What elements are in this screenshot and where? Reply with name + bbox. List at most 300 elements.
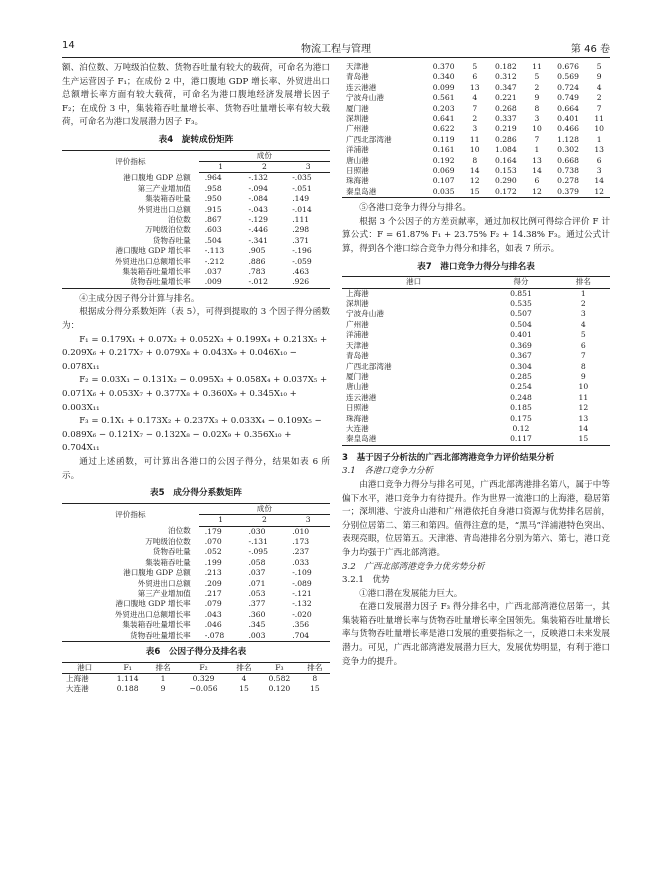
table-cell: .149 [292, 194, 310, 204]
table-cell: .179 [204, 526, 222, 536]
table-cell: 0.664 [557, 103, 579, 113]
table-header: 排名 [148, 662, 178, 673]
table-row [62, 205, 330, 215]
table-cell: 秦皇岛港 [342, 434, 485, 445]
table-cell: .783 [248, 267, 266, 277]
table-cell: .046 [204, 620, 222, 630]
table-cell: 3 [534, 114, 540, 124]
table-row [62, 184, 330, 194]
table-row [342, 330, 610, 340]
volume-label: 第 46 卷 [570, 44, 610, 55]
table-cell: 外贸进出口总额增长率 [114, 609, 191, 619]
table-cell: .463 [292, 267, 310, 277]
table-cell: -.132 [248, 173, 268, 183]
table-cell: 0.749 [557, 93, 579, 103]
table-cell: 洋浦港 [346, 145, 369, 155]
table-cell: 0.569 [557, 72, 579, 82]
table-cell: 8 [472, 155, 478, 165]
table-cell: 6 [534, 176, 540, 186]
table-cell: 0.107 [432, 176, 455, 186]
table-cell: 11 [469, 134, 480, 144]
table-row [62, 277, 330, 288]
table-row [62, 547, 330, 557]
table-cell: 11 [578, 392, 589, 402]
table-cell: 3 [596, 166, 602, 176]
table-header: 排名 [229, 662, 259, 673]
table-cell: 青岛港 [346, 72, 369, 82]
equation-f1: F₁ = 0.179X₁ + 0.07X₂ + 0.052X₃ + 0.199X₄ + 0.213X₅ + 0.209X₆ + 0.217X₇ + 0.079X₈ + 0.043X₉ + 0.046X₁₀ − 0.078X₁₁ [62, 334, 328, 372]
table-cell: -.121 [292, 589, 312, 598]
table-cell: 0.035 [423, 187, 464, 198]
table-7 [342, 276, 610, 446]
table-cell: 0.724 [557, 82, 579, 92]
table-cell: 0.182 [494, 62, 517, 71]
table-6 [62, 662, 330, 695]
table-cell: 天津港 [346, 62, 369, 71]
table-cell: 大连港 [66, 684, 89, 694]
table-cell: 日照港 [346, 403, 369, 413]
table-cell: 2 [580, 299, 586, 309]
paragraph: 由港口竞争力得分与排名可见，广西北部湾港排名第八，属于中等偏下水平，港口竞争力有待提升。作为世界一流港口的上海港，稳居第一；深圳港、宁波舟山港和广州港依托自身港口资源与优势排名居前，分别位居第二、第三和第四。值得注意的是，“黑马”洋浦港特色突出、表现亮眼，位居第五。天津港、青岛港排名分别为第六、第七，港口竞争力均强于广西北部湾港。 [342, 479, 610, 558]
subsection-heading: 3.1 各港口竞争力分析 [342, 466, 434, 477]
table-cell: 0.172 [486, 187, 527, 198]
table-cell: 0.12 [512, 423, 530, 433]
table-cell: 0.329 [192, 674, 215, 684]
table-cell: .009 [199, 277, 243, 288]
table-row [342, 372, 610, 382]
table-cell: 8 [580, 361, 586, 371]
table-cell: 14 [594, 176, 605, 186]
table-cell: -.196 [292, 246, 312, 256]
table-row [62, 610, 330, 620]
table-cell: -.051 [292, 183, 312, 193]
table-header: F₂ [178, 662, 229, 673]
table-cell: 5 [472, 62, 478, 71]
table-cell: .867 [204, 215, 222, 224]
table-cell: 0.401 [510, 330, 532, 340]
table-cell: 0.069 [432, 166, 455, 176]
table-cell: 3 [472, 124, 478, 134]
table-cell: .037 [204, 267, 222, 277]
table-cell: 日照港 [346, 166, 369, 176]
table-cell: .173 [292, 536, 310, 546]
table-cell: .964 [204, 173, 222, 183]
table-cell: .058 [248, 557, 266, 567]
table-cell: 11 [532, 62, 542, 71]
table-5 [62, 503, 330, 642]
table-4-caption: 表4 旋转成份矩阵 [158, 134, 234, 145]
table-cell: 15 [239, 684, 249, 694]
table-row [62, 599, 330, 609]
table-cell: 0.535 [510, 299, 532, 309]
table-4-body [62, 173, 330, 288]
table-cell: 上海港 [346, 288, 369, 298]
table-cell: 厦门港 [346, 371, 369, 381]
paragraph: ①港口潜在发展能力巨大。 [359, 588, 463, 599]
table-row [342, 187, 610, 198]
table-row [342, 382, 610, 392]
header-rule [62, 57, 610, 58]
table-cell: 0.851 [510, 288, 532, 298]
table-cell: 广州港 [346, 124, 369, 134]
table-cell: 集装箱吞吐量 [145, 557, 191, 567]
table-cell: 0.268 [494, 103, 517, 113]
table-cell: 3 [580, 309, 586, 319]
table-row [62, 674, 330, 685]
paragraph: 通过上述函数，可计算出各港口的公因子得分，结果如表 6 所示。 [62, 456, 330, 481]
table-cell: .010 [292, 526, 310, 536]
table-7-body [342, 288, 610, 445]
table-cell: .905 [248, 246, 266, 256]
table-row [342, 135, 610, 145]
table-cell: 1 [534, 145, 540, 155]
table-6-continued-body [342, 62, 610, 198]
table-cell: 深圳港 [346, 299, 369, 309]
table-cell: 0.622 [432, 124, 455, 134]
table-7-caption: 表7 港口竞争力得分与排名表 [417, 261, 535, 272]
table-cell: .213 [204, 568, 222, 578]
table-row [62, 225, 330, 235]
table-cell: 4 [580, 319, 586, 329]
table-row [342, 62, 610, 72]
table-cell: 5 [580, 330, 586, 340]
table-cell: 货物吞吐量增长率 [62, 277, 199, 288]
table-cell: 0.676 [557, 62, 579, 71]
table-cell: 集装箱吞吐量增长率 [122, 267, 191, 277]
table-cell: 2 [534, 82, 540, 92]
table-cell: 外贸进出口总额 [137, 578, 191, 588]
table-cell: -.012 [243, 277, 287, 288]
table-cell: 货物吞吐量 [152, 547, 191, 557]
table-cell: 9 [534, 93, 540, 103]
table-cell: 第三产业增加值 [137, 183, 191, 193]
table-cell: 唐山港 [346, 382, 369, 392]
table-cell: 9 [596, 72, 602, 82]
table-header: 2 [243, 515, 287, 526]
table-cell: .958 [204, 183, 222, 193]
table-cell: 8 [534, 103, 540, 113]
table-header: 得分 [485, 277, 557, 288]
table-cell: 0.312 [494, 72, 517, 82]
table-cell: 0.304 [510, 361, 532, 371]
table-cell: 9 [580, 371, 586, 381]
table-cell: 5 [596, 62, 602, 71]
table-cell: 1.114 [116, 674, 139, 684]
table-cell: 0.504 [510, 319, 532, 329]
table-cell: 0.738 [557, 166, 579, 176]
table-cell: 外贸进出口总额增长率 [114, 256, 191, 266]
table-cell: .356 [292, 620, 310, 630]
table-header: 港口 [62, 662, 107, 673]
table-cell: 万吨级泊位数 [145, 225, 191, 235]
table-cell: 0.340 [432, 72, 455, 82]
table-cell: 13 [469, 82, 480, 92]
table-cell: -.113 [204, 246, 225, 256]
table-cell: 集装箱吞吐量增长率 [122, 620, 191, 630]
table-6-body [62, 674, 330, 695]
table-row [62, 579, 330, 589]
table-cell: 0.099 [432, 82, 455, 92]
table-cell: -.095 [248, 547, 268, 557]
table-cell: 0.668 [557, 155, 579, 165]
table-row [62, 684, 330, 694]
journal-title: 物流工程与管理 [301, 44, 371, 55]
table-cell: 泊位数 [167, 526, 191, 536]
table-cell: .003 [243, 631, 287, 642]
paragraph: 根据成分得分系数矩阵（表 5），可得到提取的 3 个因子得分函数为： [62, 307, 330, 332]
table-cell: 连云港港 [346, 392, 377, 402]
table-cell: 0.278 [557, 176, 579, 186]
table-cell: 14 [469, 166, 480, 176]
table-cell: 0.290 [494, 176, 517, 186]
table-cell: .053 [248, 589, 266, 598]
table-cell: -.131 [248, 536, 268, 546]
table-cell: .033 [292, 557, 310, 567]
table-cell: 12 [469, 176, 480, 186]
table-cell: .886 [248, 256, 266, 266]
table-cell: 0.254 [510, 382, 532, 392]
table-cell: 12 [588, 187, 610, 198]
left-column [62, 62, 330, 695]
table-cell: 10 [578, 382, 589, 392]
table-header: 3 [286, 515, 330, 526]
table-cell: .926 [286, 277, 330, 288]
table-cell: 0.370 [432, 62, 455, 71]
table-row [62, 568, 330, 578]
table-cell: 港口腹地 GDP 增长率 [115, 246, 191, 256]
subsection-heading: 3.2 广西北部湾港竞争力优劣势分析 [342, 561, 485, 572]
table-cell: 青岛港 [346, 351, 369, 361]
table-cell: -.094 [248, 183, 268, 193]
table-cell: 港口腹地 GDP 增长率 [115, 599, 191, 609]
table-cell: 0.367 [510, 351, 532, 361]
table-header: 评价指标 [62, 150, 199, 173]
table-cell: 13 [532, 155, 542, 165]
table-cell: 1.128 [557, 134, 579, 144]
table-cell: 0.161 [432, 145, 455, 155]
table-header: 成份 [199, 503, 330, 514]
table-cell: 0.302 [557, 145, 579, 155]
table-cell: 6 [596, 155, 602, 165]
table-row [62, 236, 330, 246]
table-cell: 万吨级泊位数 [145, 536, 191, 546]
table-cell: 外贸进出口总额 [137, 204, 191, 214]
table-row [342, 124, 610, 134]
table-cell: -.020 [292, 609, 312, 619]
table-row [342, 166, 610, 176]
table-cell: 12 [578, 403, 589, 413]
table-cell: .043 [204, 609, 222, 619]
table-cell: .377 [248, 599, 266, 609]
table-cell: .704 [286, 631, 330, 642]
table-cell: 0.119 [432, 134, 455, 144]
table-cell: 厦门港 [346, 103, 369, 113]
table-row [342, 83, 610, 93]
table-header: 港口 [342, 277, 485, 288]
table-cell: -.341 [248, 235, 268, 245]
table-header: F₁ [107, 662, 148, 673]
table-cell: 0.219 [494, 124, 517, 134]
table-row [62, 558, 330, 568]
table-header: 排名 [300, 662, 330, 673]
table-cell: 0.221 [494, 93, 517, 103]
table-cell: 15 [557, 434, 610, 445]
table-cell: 0.347 [494, 82, 517, 92]
table-cell: 12 [526, 187, 548, 198]
table-cell: 13 [578, 413, 589, 423]
table-cell: 珠海港 [346, 413, 369, 423]
table-cell: 0.203 [432, 103, 455, 113]
table-cell: 14 [578, 423, 589, 433]
table-cell: -.089 [292, 578, 312, 588]
table-row [342, 145, 610, 155]
table-cell: -.078 [199, 631, 243, 642]
table-cell: 7 [580, 351, 586, 361]
table-cell: .070 [204, 536, 222, 546]
table-cell: 0.379 [548, 187, 589, 198]
table-cell: .603 [204, 225, 222, 235]
table-cell: 0.286 [494, 134, 517, 144]
table-cell: 0.582 [268, 674, 291, 684]
table-cell: 15 [464, 187, 486, 198]
table-cell: 0.561 [432, 93, 455, 103]
table-cell: 7 [534, 134, 540, 144]
table-cell: 6 [580, 340, 586, 350]
table-cell: .037 [248, 568, 266, 578]
table-header: F₃ [259, 662, 300, 673]
table-cell: 13 [594, 145, 605, 155]
table-row [342, 403, 610, 413]
table-row [62, 631, 330, 642]
table-5-body [62, 526, 330, 641]
table-header: 2 [243, 161, 287, 172]
table-cell: 6 [472, 72, 478, 82]
table-cell: 连云港港 [346, 82, 377, 92]
table-cell: 10 [532, 124, 542, 134]
table-row [342, 93, 610, 103]
table-cell: 0.369 [510, 340, 532, 350]
table-cell: 0.337 [494, 114, 517, 124]
table-cell: 大连港 [346, 423, 369, 433]
table-cell: 0.641 [432, 114, 455, 124]
table-cell: -.109 [292, 568, 312, 578]
table-cell: 1 [596, 134, 602, 144]
table-5-caption: 表5 成分得分系数矩阵 [150, 488, 242, 499]
table-cell: 洋浦港 [346, 330, 369, 340]
table-cell: 深圳港 [346, 114, 369, 124]
table-cell: .371 [292, 235, 310, 245]
table-row [62, 620, 330, 630]
table-header: 3 [286, 161, 330, 172]
table-cell: 11 [594, 114, 605, 124]
table-cell: 0.120 [268, 684, 291, 694]
table-row [62, 257, 330, 267]
paragraph: ⑤各港口竞争力得分与排名。 [359, 203, 471, 214]
table-cell: 广西北部湾港 [346, 134, 392, 144]
table-cell: -.084 [248, 194, 268, 204]
table-row [342, 176, 610, 186]
table-cell: 2 [472, 114, 478, 124]
table-cell: .209 [204, 578, 222, 588]
equation-f3: F₃ = 0.1X₁ + 0.173X₂ + 0.237X₃ + 0.033X₄ − 0.109X₅ − 0.089X₆ − 0.121X₇ − 0.132X₈ − 0.02X₉ + 0.356X₁₀ + 0.704X₁₁ [62, 416, 322, 454]
table-cell: 货物吞吐量 [152, 235, 191, 245]
table-cell: −0.056 [189, 684, 218, 694]
paragraph: ④主成分因子得分计算与排名。 [79, 293, 200, 304]
table-cell: 天津港 [346, 340, 369, 350]
table-cell: 0.192 [432, 155, 455, 165]
table-cell: 宁波舟山港 [346, 93, 384, 103]
table-cell: 7 [472, 103, 478, 113]
table-row [342, 393, 610, 403]
table-cell: 上海港 [66, 674, 89, 684]
table-cell: 0.175 [510, 413, 532, 423]
paragraph: 根据 3 个公因子的方差贡献率，通过加权比例可得综合评价 F 计算公式：F = 61.87% F₁ + 23.75% F₂ + 14.38% F₃。通过公式计算，得到各个港口综合竞争力得分和排名，如表 7 所示。 [342, 216, 610, 255]
paragraph: 额、泊位数、万吨级泊位数、货物吞吐量有较大的载荷，可命名为港口生产运营因子 F₁；在成份 2 中，港口腹地 GDP 增长率、外贸进出口总额增长率方面有较大载荷，可命名为港口腹地经济发展增长因子 F₂；在成份 3 中，集装箱吞吐量增长率、货物吞吐量增长率有较大载荷，可命名为港口发展潜力因子 F₃。 [62, 63, 330, 128]
table-cell: 0.117 [485, 434, 557, 445]
table-6-caption: 表6 公因子得分及排名表 [145, 647, 247, 658]
page-number: 14 [62, 40, 75, 51]
running-header [62, 40, 610, 56]
table-row [342, 362, 610, 372]
table-cell: .950 [204, 194, 222, 204]
table-cell: 0.466 [557, 124, 579, 134]
table-header: 评价指标 [62, 503, 199, 526]
table-row [342, 309, 610, 319]
table-cell: 0.185 [510, 403, 532, 413]
table-cell: .345 [248, 620, 266, 630]
table-cell: -.132 [292, 599, 312, 609]
table-cell: -.043 [248, 204, 268, 214]
table-cell: 珠海港 [346, 176, 369, 186]
table-cell: 10 [469, 145, 480, 155]
table-row [62, 267, 330, 277]
table-cell: .030 [248, 526, 266, 536]
table-cell: 1 [160, 674, 166, 684]
table-cell: 唐山港 [346, 155, 369, 165]
table-cell: -.014 [292, 204, 312, 214]
table-cell: 7 [596, 103, 602, 113]
table-cell: 集装箱吞吐量 [145, 194, 191, 204]
table-row [62, 246, 330, 256]
table-row [342, 72, 610, 82]
paragraph: 在港口发展潜力因子 F₃ 得分排名中，广西北部湾港位居第一，其集装箱吞吐量增长率与货物吞吐量增长率全国领先。集装箱吞吐量增长率与货物吞吐量增长率是港口发展的重要指标之一，反映港口未来发展潜力。可见，广西北部湾港发展潜力巨大，发展优势明显，有利于港口竞争力的提升。 [342, 602, 610, 667]
table-cell: .915 [204, 204, 222, 214]
table-cell: 1 [580, 288, 586, 298]
table-cell: 0.507 [510, 309, 532, 319]
table-cell: 4 [472, 93, 478, 103]
table-row [342, 434, 610, 445]
table-cell: 广西北部湾港 [346, 361, 392, 371]
equation-f2: F₂ = 0.03X₁ − 0.131X₂ − 0.095X₃ + 0.058X₄ + 0.037X₅ + 0.071X₆ + 0.053X₇ + 0.377X₈ + 0.360X₉ + 0.345X₁₀ + 0.003X₁₁ [62, 375, 328, 413]
table-row [342, 424, 610, 434]
table-cell: 0.153 [494, 166, 517, 176]
table-header: 1 [199, 161, 243, 172]
table-cell: 5 [534, 72, 540, 82]
table-cell: .237 [292, 547, 310, 557]
table-cell: -.129 [248, 215, 268, 224]
table-row [342, 414, 610, 424]
table-cell: 广州港 [346, 319, 369, 329]
table-cell: .079 [204, 599, 222, 609]
table-cell: .217 [204, 589, 222, 598]
table-row [342, 320, 610, 330]
table-row [62, 215, 330, 225]
table-cell: -.446 [248, 225, 268, 235]
table-cell: 8 [312, 674, 318, 684]
table-cell: -.212 [204, 256, 225, 266]
table-row [342, 114, 610, 124]
table-row [342, 156, 610, 166]
